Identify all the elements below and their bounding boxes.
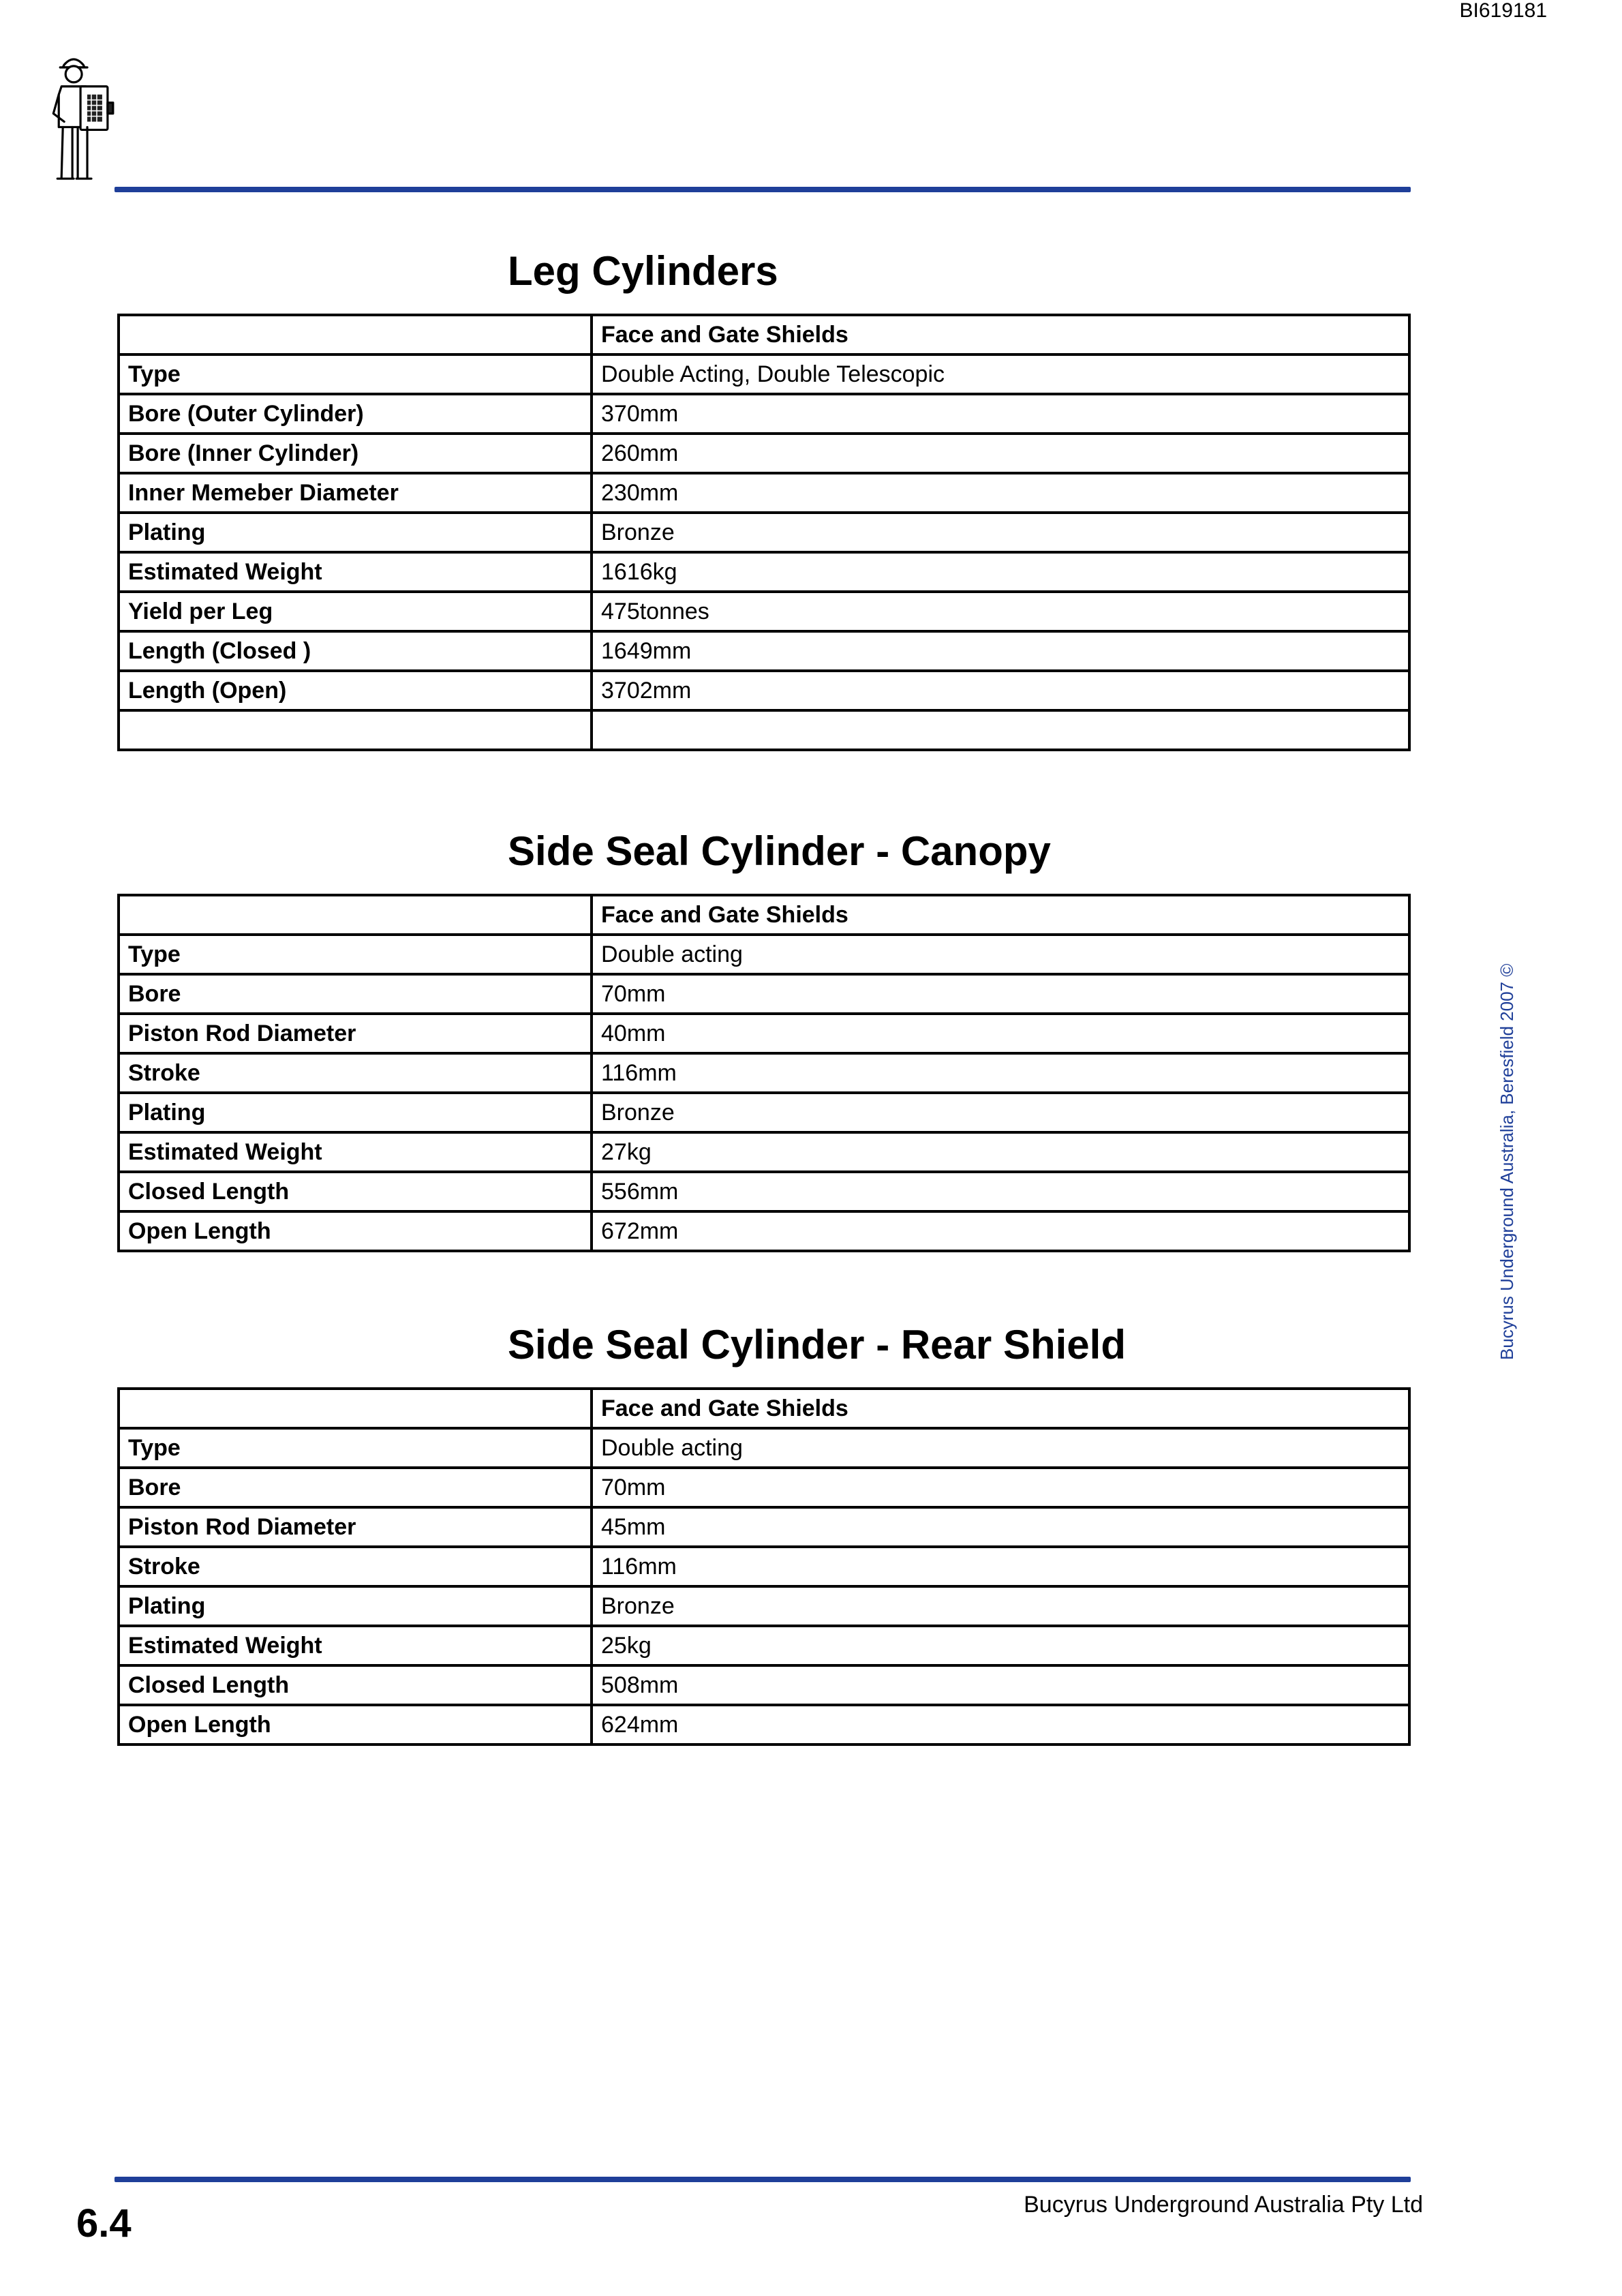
table-header-row — [119, 315, 1409, 354]
row-label: Length (Closed ) — [119, 631, 592, 671]
table-header-row — [119, 1389, 1409, 1428]
table-corner-cell — [119, 895, 592, 935]
section-title-leg-cylinders: Leg Cylinders — [508, 248, 778, 294]
table-row — [119, 1507, 1409, 1547]
row-value: 260mm — [592, 434, 1409, 473]
row-value: 230mm — [592, 473, 1409, 513]
table-row — [119, 1665, 1409, 1705]
row-label: Type — [119, 935, 592, 974]
row-value: 27kg — [592, 1132, 1409, 1172]
table-row — [119, 1626, 1409, 1665]
row-label: Bore (Inner Cylinder) — [119, 434, 592, 473]
row-label: Bore — [119, 974, 592, 1014]
row-value: 40mm — [592, 1014, 1409, 1053]
row-value: 116mm — [592, 1547, 1409, 1586]
row-value: Bronze — [592, 1093, 1409, 1132]
row-value: Bronze — [592, 1586, 1409, 1626]
table-row — [119, 1547, 1409, 1586]
table-row — [119, 671, 1409, 710]
row-label: Open Length — [119, 1211, 592, 1251]
row-label: Plating — [119, 513, 592, 552]
row-label: Piston Rod Diameter — [119, 1507, 592, 1547]
row-label: Open Length — [119, 1705, 592, 1744]
row-value: 70mm — [592, 1468, 1409, 1507]
row-value: Double acting — [592, 1428, 1409, 1468]
row-value: 1649mm — [592, 631, 1409, 671]
row-label: Bore (Outer Cylinder) — [119, 394, 592, 434]
column-header: Face and Gate Shields — [592, 895, 1409, 935]
row-label — [119, 710, 592, 750]
row-value: 25kg — [592, 1626, 1409, 1665]
column-header: Face and Gate Shields — [592, 315, 1409, 354]
row-label: Plating — [119, 1586, 592, 1626]
row-value: 624mm — [592, 1705, 1409, 1744]
row-value: 45mm — [592, 1507, 1409, 1547]
row-label: Estimated Weight — [119, 552, 592, 592]
row-label: Type — [119, 1428, 592, 1468]
row-value: 70mm — [592, 974, 1409, 1014]
copyright-side-note: Bucyrus Underground Australia, Beresfield 2007 © — [1497, 963, 1517, 1360]
column-header: Face and Gate Shields — [592, 1389, 1409, 1428]
row-value — [592, 710, 1409, 750]
row-value: 475tonnes — [592, 592, 1409, 631]
row-label: Estimated Weight — [119, 1626, 592, 1665]
row-value: Double acting — [592, 935, 1409, 974]
table-row — [119, 1211, 1409, 1251]
bottom-rule — [114, 2177, 1411, 2182]
doc-id: BI619181 — [1459, 0, 1547, 22]
table-row — [119, 473, 1409, 513]
row-value: 370mm — [592, 394, 1409, 434]
table-row — [119, 1586, 1409, 1626]
row-label: Estimated Weight — [119, 1132, 592, 1172]
table-row — [119, 394, 1409, 434]
row-label: Closed Length — [119, 1172, 592, 1211]
table-corner-cell — [119, 1389, 592, 1428]
section-title-side-seal-rear-shield: Side Seal Cylinder - Rear Shield — [508, 1322, 1126, 1368]
table-row — [119, 513, 1409, 552]
table-row — [119, 434, 1409, 473]
row-value: Bronze — [592, 513, 1409, 552]
table-row — [119, 1705, 1409, 1744]
table-row — [119, 710, 1409, 750]
table-row — [119, 935, 1409, 974]
table-row — [119, 631, 1409, 671]
page-number: 6.4 — [76, 2201, 132, 2246]
row-label: Type — [119, 354, 592, 394]
row-value: 1616kg — [592, 552, 1409, 592]
row-value: 3702mm — [592, 671, 1409, 710]
table-row — [119, 1053, 1409, 1093]
leg-cylinders-table — [117, 314, 1411, 751]
row-label: Closed Length — [119, 1665, 592, 1705]
table-row — [119, 1093, 1409, 1132]
table-row — [119, 354, 1409, 394]
row-label: Stroke — [119, 1547, 592, 1586]
row-value: 508mm — [592, 1665, 1409, 1705]
row-label: Piston Rod Diameter — [119, 1014, 592, 1053]
top-rule — [114, 187, 1411, 192]
row-label: Inner Memeber Diameter — [119, 473, 592, 513]
side-seal-canopy-table — [117, 894, 1411, 1252]
table-row — [119, 974, 1409, 1014]
row-value: 116mm — [592, 1053, 1409, 1093]
table-row — [119, 1172, 1409, 1211]
row-label: Bore — [119, 1468, 592, 1507]
row-label: Plating — [119, 1093, 592, 1132]
table-header-row — [119, 895, 1409, 935]
table-row — [119, 1428, 1409, 1468]
table-row — [119, 592, 1409, 631]
row-label: Length (Open) — [119, 671, 592, 710]
table-row — [119, 552, 1409, 592]
side-seal-rear-shield-table — [117, 1387, 1411, 1746]
section-title-side-seal-canopy: Side Seal Cylinder - Canopy — [508, 828, 1051, 874]
table-row — [119, 1132, 1409, 1172]
worker-with-clipboard-icon — [48, 51, 136, 184]
table-corner-cell — [119, 315, 592, 354]
row-label: Stroke — [119, 1053, 592, 1093]
row-value: Double Acting, Double Telescopic — [592, 354, 1409, 394]
table-row — [119, 1014, 1409, 1053]
row-value: 556mm — [592, 1172, 1409, 1211]
row-value: 672mm — [592, 1211, 1409, 1251]
company-name: Bucyrus Underground Australia Pty Ltd — [1024, 2192, 1423, 2218]
table-row — [119, 1468, 1409, 1507]
row-label: Yield per Leg — [119, 592, 592, 631]
